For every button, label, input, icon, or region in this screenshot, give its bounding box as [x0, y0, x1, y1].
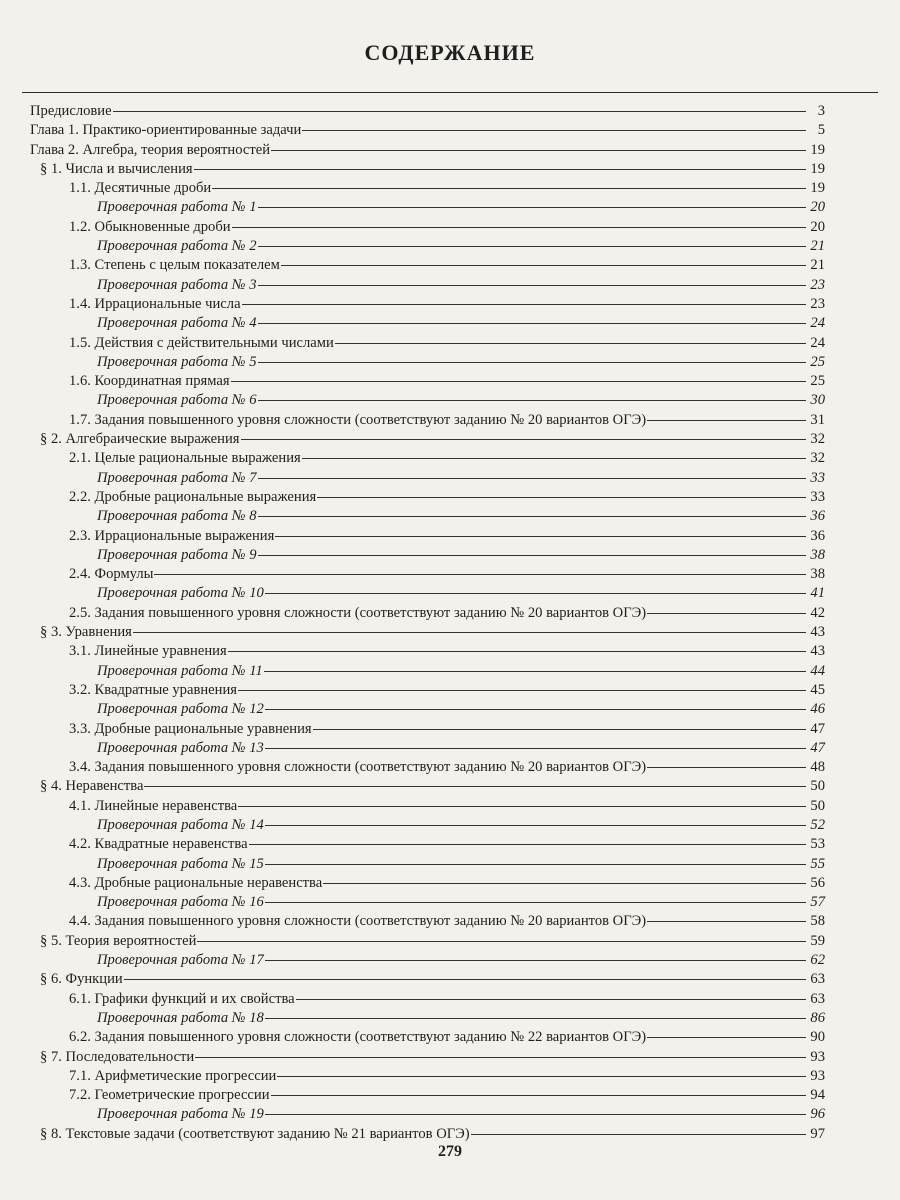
toc-leader-line — [647, 1037, 806, 1038]
toc-entry-label: Проверочная работа № 14 — [97, 816, 264, 833]
toc-leader-line — [238, 806, 806, 807]
toc-entry — [30, 835, 825, 854]
toc-leader-line — [231, 381, 806, 382]
toc-leader-line — [194, 169, 806, 170]
toc-entry-label: Предисловие — [30, 103, 112, 119]
toc-entry-page: 42 — [810, 604, 825, 621]
toc-entry-page: 19 — [810, 180, 825, 197]
toc-entry — [30, 604, 825, 623]
toc-entry — [30, 391, 825, 410]
toc-entry-label: 1.3. Степень с целым показателем — [69, 257, 280, 274]
toc-entry — [30, 1028, 825, 1047]
toc-entry-label: Проверочная работа № 18 — [97, 1009, 264, 1026]
toc-entry-page: 36 — [810, 527, 825, 544]
toc-entry — [30, 160, 825, 179]
toc-entry-page: 23 — [810, 295, 825, 312]
toc-leader-line — [265, 593, 806, 594]
toc-entry-page: 93 — [810, 1067, 825, 1084]
toc-entry-label: Проверочная работа № 3 — [97, 276, 257, 293]
toc-entry — [30, 584, 825, 603]
toc-entry-label: 7.1. Арифметические прогрессии — [69, 1067, 277, 1084]
toc-entry-label: 7.2. Геометрические прогрессии — [69, 1087, 270, 1104]
toc-entry-page: 86 — [810, 1009, 825, 1026]
toc-leader-line — [317, 497, 806, 498]
toc-entry — [30, 1125, 825, 1144]
toc-entry — [30, 276, 825, 295]
toc-entry-page: 36 — [810, 508, 825, 525]
toc-entry-label: 1.7. Задания повышенного уровня сложности (соответствуют заданию № 20 вариантов ОГЭ) — [69, 411, 647, 428]
toc-entry-label: 6.1. Графики функций и их свойства — [69, 990, 295, 1007]
toc-entry — [30, 1086, 825, 1105]
toc-leader-line — [271, 1095, 806, 1096]
toc-leader-line — [212, 188, 806, 189]
toc-entry-label: 1.2. Обыкновенные дроби — [69, 218, 231, 235]
toc-entry-page: 46 — [810, 701, 825, 718]
toc-entry-page: 31 — [810, 411, 825, 428]
toc-entry-label: Проверочная работа № 15 — [97, 855, 264, 872]
toc-entry — [30, 816, 825, 835]
toc-entry-label: 3.1. Линейные уравнения — [69, 643, 227, 660]
toc-leader-line — [241, 439, 807, 440]
toc-leader-line — [258, 246, 807, 247]
toc-entry-label: 3.2. Квадратные уравнения — [69, 681, 237, 698]
toc-leader-line — [133, 632, 806, 633]
toc-entry-label: 1.5. Действия с действительными числами — [69, 334, 334, 351]
toc-entry-page: 47 — [810, 720, 825, 737]
toc-leader-line — [647, 613, 806, 614]
toc-entry-label: Проверочная работа № 2 — [97, 238, 257, 255]
toc-leader-line — [647, 767, 806, 768]
toc-entry-page: 96 — [810, 1106, 825, 1123]
toc-entry-page: 30 — [810, 392, 825, 409]
toc-entry-page: 23 — [810, 276, 825, 293]
toc-entry-page: 57 — [810, 894, 825, 911]
toc-entry — [30, 565, 825, 584]
toc-entry — [30, 334, 825, 353]
toc-entry-label: 4.1. Линейные неравенства — [69, 797, 238, 814]
toc-entry — [30, 893, 825, 912]
toc-entry — [30, 739, 825, 758]
toc-leader-line — [277, 1076, 806, 1077]
toc-entry — [30, 449, 825, 468]
toc-entry — [30, 970, 825, 989]
toc-entry-label: 3.4. Задания повышенного уровня сложности (соответствуют заданию № 20 вариантов ОГЭ) — [69, 759, 647, 776]
toc-entry — [30, 642, 825, 661]
toc-leader-line — [154, 574, 806, 575]
toc-entry — [30, 1009, 825, 1028]
toc-entry-page: 25 — [810, 353, 825, 370]
toc-entry — [30, 855, 825, 874]
toc-entry-label: § 5. Теория вероятностей — [40, 932, 197, 949]
toc-entry — [30, 256, 825, 275]
toc-entry-label: Проверочная работа № 9 — [97, 546, 257, 563]
toc-entry — [30, 546, 825, 565]
toc-entry-label: Проверочная работа № 13 — [97, 739, 264, 756]
toc-entry-label: § 6. Функции — [40, 971, 123, 988]
toc-entry-page: 47 — [810, 739, 825, 756]
table-of-contents — [30, 102, 825, 1144]
toc-leader-line — [258, 400, 807, 401]
toc-leader-line — [258, 207, 807, 208]
toc-entry — [30, 314, 825, 333]
toc-entry-page: 33 — [810, 469, 825, 486]
toc-entry-page: 50 — [810, 778, 825, 795]
toc-entry-page: 48 — [810, 759, 825, 776]
toc-leader-line — [265, 748, 806, 749]
toc-entry — [30, 121, 825, 140]
toc-entry-label: Проверочная работа № 19 — [97, 1106, 264, 1123]
toc-entry — [30, 430, 825, 449]
toc-entry-page: 19 — [810, 141, 825, 158]
toc-entry-label: 3.3. Дробные рациональные уравнения — [69, 720, 312, 737]
toc-leader-line — [647, 921, 806, 922]
toc-leader-line — [265, 1018, 806, 1019]
toc-entry-page: 53 — [810, 836, 825, 853]
toc-leader-line — [124, 979, 806, 980]
toc-entry-page: 3 — [817, 103, 825, 119]
toc-leader-line — [265, 825, 806, 826]
toc-entry-page: 21 — [810, 238, 825, 255]
toc-entry — [30, 720, 825, 739]
toc-entry — [30, 700, 825, 719]
toc-leader-line — [264, 671, 806, 672]
toc-entry-label: 1.1. Десятичные дроби — [69, 180, 212, 197]
toc-leader-line — [144, 786, 806, 787]
toc-leader-line — [265, 902, 806, 903]
toc-entry-page: 63 — [810, 971, 825, 988]
toc-entry — [30, 623, 825, 642]
toc-leader-line — [471, 1134, 806, 1135]
toc-entry-label: 1.6. Координатная прямая — [69, 373, 230, 390]
toc-entry-label: Проверочная работа № 7 — [97, 469, 257, 486]
toc-leader-line — [258, 285, 807, 286]
toc-leader-line — [265, 1114, 806, 1115]
toc-leader-line — [296, 999, 806, 1000]
toc-entry-label: § 4. Неравенства — [40, 778, 144, 795]
toc-entry-page: 19 — [810, 160, 825, 177]
toc-entry-label: Проверочная работа № 8 — [97, 508, 257, 525]
toc-entry-page: 90 — [810, 1029, 825, 1046]
toc-entry-page: 58 — [810, 913, 825, 930]
toc-leader-line — [265, 864, 806, 865]
toc-entry — [30, 198, 825, 217]
toc-entry — [30, 218, 825, 237]
toc-entry — [30, 372, 825, 391]
toc-entry-page: 20 — [810, 218, 825, 235]
toc-entry-label: 4.3. Дробные рациональные неравенства — [69, 874, 323, 891]
toc-entry-page: 32 — [810, 450, 825, 467]
toc-leader-line — [242, 304, 806, 305]
toc-entry-page: 20 — [810, 199, 825, 216]
toc-entry-label: Проверочная работа № 1 — [97, 199, 257, 216]
toc-leader-line — [238, 690, 806, 691]
toc-entry-page: 50 — [810, 797, 825, 814]
toc-entry-label: § 7. Последовательности — [40, 1048, 195, 1065]
toc-leader-line — [313, 729, 806, 730]
toc-leader-line — [258, 478, 807, 479]
toc-entry-page: 63 — [810, 990, 825, 1007]
toc-entry-page: 44 — [810, 662, 825, 679]
toc-entry — [30, 662, 825, 681]
toc-leader-line — [249, 844, 806, 845]
toc-leader-line — [302, 458, 806, 459]
toc-entry-page: 38 — [810, 546, 825, 563]
toc-entry-label: 4.2. Квадратные неравенства — [69, 836, 248, 853]
toc-entry-label: § 1. Числа и вычисления — [40, 160, 193, 177]
toc-entry-page: 93 — [810, 1048, 825, 1065]
toc-leader-line — [195, 1057, 806, 1058]
toc-entry-label: 2.5. Задания повышенного уровня сложности (соответствуют заданию № 20 вариантов ОГЭ) — [69, 604, 647, 621]
toc-entry — [30, 295, 825, 314]
toc-entry-label: 1.4. Иррациональные числа — [69, 295, 241, 312]
toc-entry-page: 21 — [810, 257, 825, 274]
page-title: СОДЕРЖАНИЕ — [364, 40, 536, 65]
toc-entry-label: 2.1. Целые рациональные выражения — [69, 450, 301, 467]
toc-entry-label: 2.4. Формулы — [69, 566, 154, 583]
toc-entry-page: 94 — [810, 1087, 825, 1104]
toc-entry-page: 5 — [817, 122, 825, 139]
toc-entry-page: 52 — [810, 816, 825, 833]
toc-leader-line — [335, 343, 806, 344]
title-divider — [22, 92, 878, 93]
toc-entry-page: 62 — [810, 952, 825, 969]
toc-entry-label: Проверочная работа № 17 — [97, 952, 264, 969]
toc-leader-line — [197, 941, 806, 942]
toc-entry-label: § 2. Алгебраические выражения — [40, 431, 240, 448]
toc-leader-line — [281, 265, 806, 266]
toc-entry-label: 2.3. Иррациональные выражения — [69, 527, 275, 544]
toc-entry — [30, 681, 825, 700]
toc-entry — [30, 527, 825, 546]
toc-entry-page: 56 — [810, 874, 825, 891]
toc-entry-label: 2.2. Дробные рациональные выражения — [69, 488, 317, 505]
page-number: 279 — [438, 1143, 462, 1160]
toc-entry — [30, 912, 825, 931]
toc-entry — [30, 1105, 825, 1124]
toc-entry — [30, 469, 825, 488]
toc-entry-page: 45 — [810, 681, 825, 698]
toc-entry-page: 55 — [810, 855, 825, 872]
toc-entry — [30, 951, 825, 970]
toc-leader-line — [302, 130, 806, 131]
toc-leader-line — [265, 960, 806, 961]
toc-leader-line — [228, 651, 806, 652]
toc-entry — [30, 797, 825, 816]
toc-entry — [30, 932, 825, 951]
toc-entry — [30, 990, 825, 1009]
toc-leader-line — [265, 709, 806, 710]
toc-entry — [30, 411, 825, 430]
toc-entry-label: Проверочная работа № 4 — [97, 315, 257, 332]
toc-leader-line — [258, 323, 807, 324]
toc-entry — [30, 1067, 825, 1086]
toc-entry-page: 24 — [810, 334, 825, 351]
toc-entry-page: 43 — [810, 643, 825, 660]
toc-entry-page: 33 — [810, 488, 825, 505]
toc-entry-page: 32 — [810, 431, 825, 448]
toc-entry-label: § 3. Уравнения — [40, 624, 132, 641]
toc-entry-page: 41 — [810, 585, 825, 602]
toc-entry — [30, 353, 825, 372]
toc-leader-line — [232, 227, 806, 228]
toc-entry-label: Глава 1. Практико-ориентированные задачи — [30, 122, 302, 139]
toc-entry-label: Проверочная работа № 12 — [97, 701, 264, 718]
toc-leader-line — [275, 536, 806, 537]
toc-entry-page: 43 — [810, 624, 825, 641]
toc-entry-label: Проверочная работа № 16 — [97, 894, 264, 911]
toc-entry-page: 24 — [810, 315, 825, 332]
toc-entry — [30, 874, 825, 893]
toc-entry — [30, 488, 825, 507]
toc-leader-line — [271, 150, 806, 151]
toc-entry — [30, 1048, 825, 1067]
toc-entry-label: Проверочная работа № 6 — [97, 392, 257, 409]
toc-leader-line — [113, 111, 806, 112]
toc-entry — [30, 179, 825, 198]
toc-entry-label: 6.2. Задания повышенного уровня сложности (соответствуют заданию № 22 вариантов ОГЭ) — [69, 1029, 647, 1046]
toc-entry-label: § 8. Текстовые задачи (соответствуют заданию № 21 вариантов ОГЭ) — [40, 1125, 470, 1142]
toc-leader-line — [647, 420, 806, 421]
toc-entry-label: 4.4. Задания повышенного уровня сложности (соответствуют заданию № 20 вариантов ОГЭ) — [69, 913, 647, 930]
toc-entry-page: 59 — [810, 932, 825, 949]
toc-leader-line — [323, 883, 806, 884]
toc-entry-label: Проверочная работа № 11 — [97, 662, 263, 679]
toc-entry-page: 25 — [810, 373, 825, 390]
toc-entry-label: Проверочная работа № 5 — [97, 353, 257, 370]
toc-entry — [30, 102, 825, 121]
toc-leader-line — [258, 516, 807, 517]
toc-entry-page: 97 — [810, 1125, 825, 1142]
toc-entry-page: 38 — [810, 566, 825, 583]
toc-leader-line — [258, 555, 807, 556]
toc-entry — [30, 237, 825, 256]
toc-entry-label: Проверочная работа № 10 — [97, 585, 264, 602]
toc-entry — [30, 777, 825, 796]
toc-entry — [30, 758, 825, 777]
toc-entry-label: Глава 2. Алгебра, теория вероятностей — [30, 141, 271, 158]
toc-leader-line — [258, 362, 807, 363]
toc-entry — [30, 141, 825, 160]
toc-entry — [30, 507, 825, 526]
